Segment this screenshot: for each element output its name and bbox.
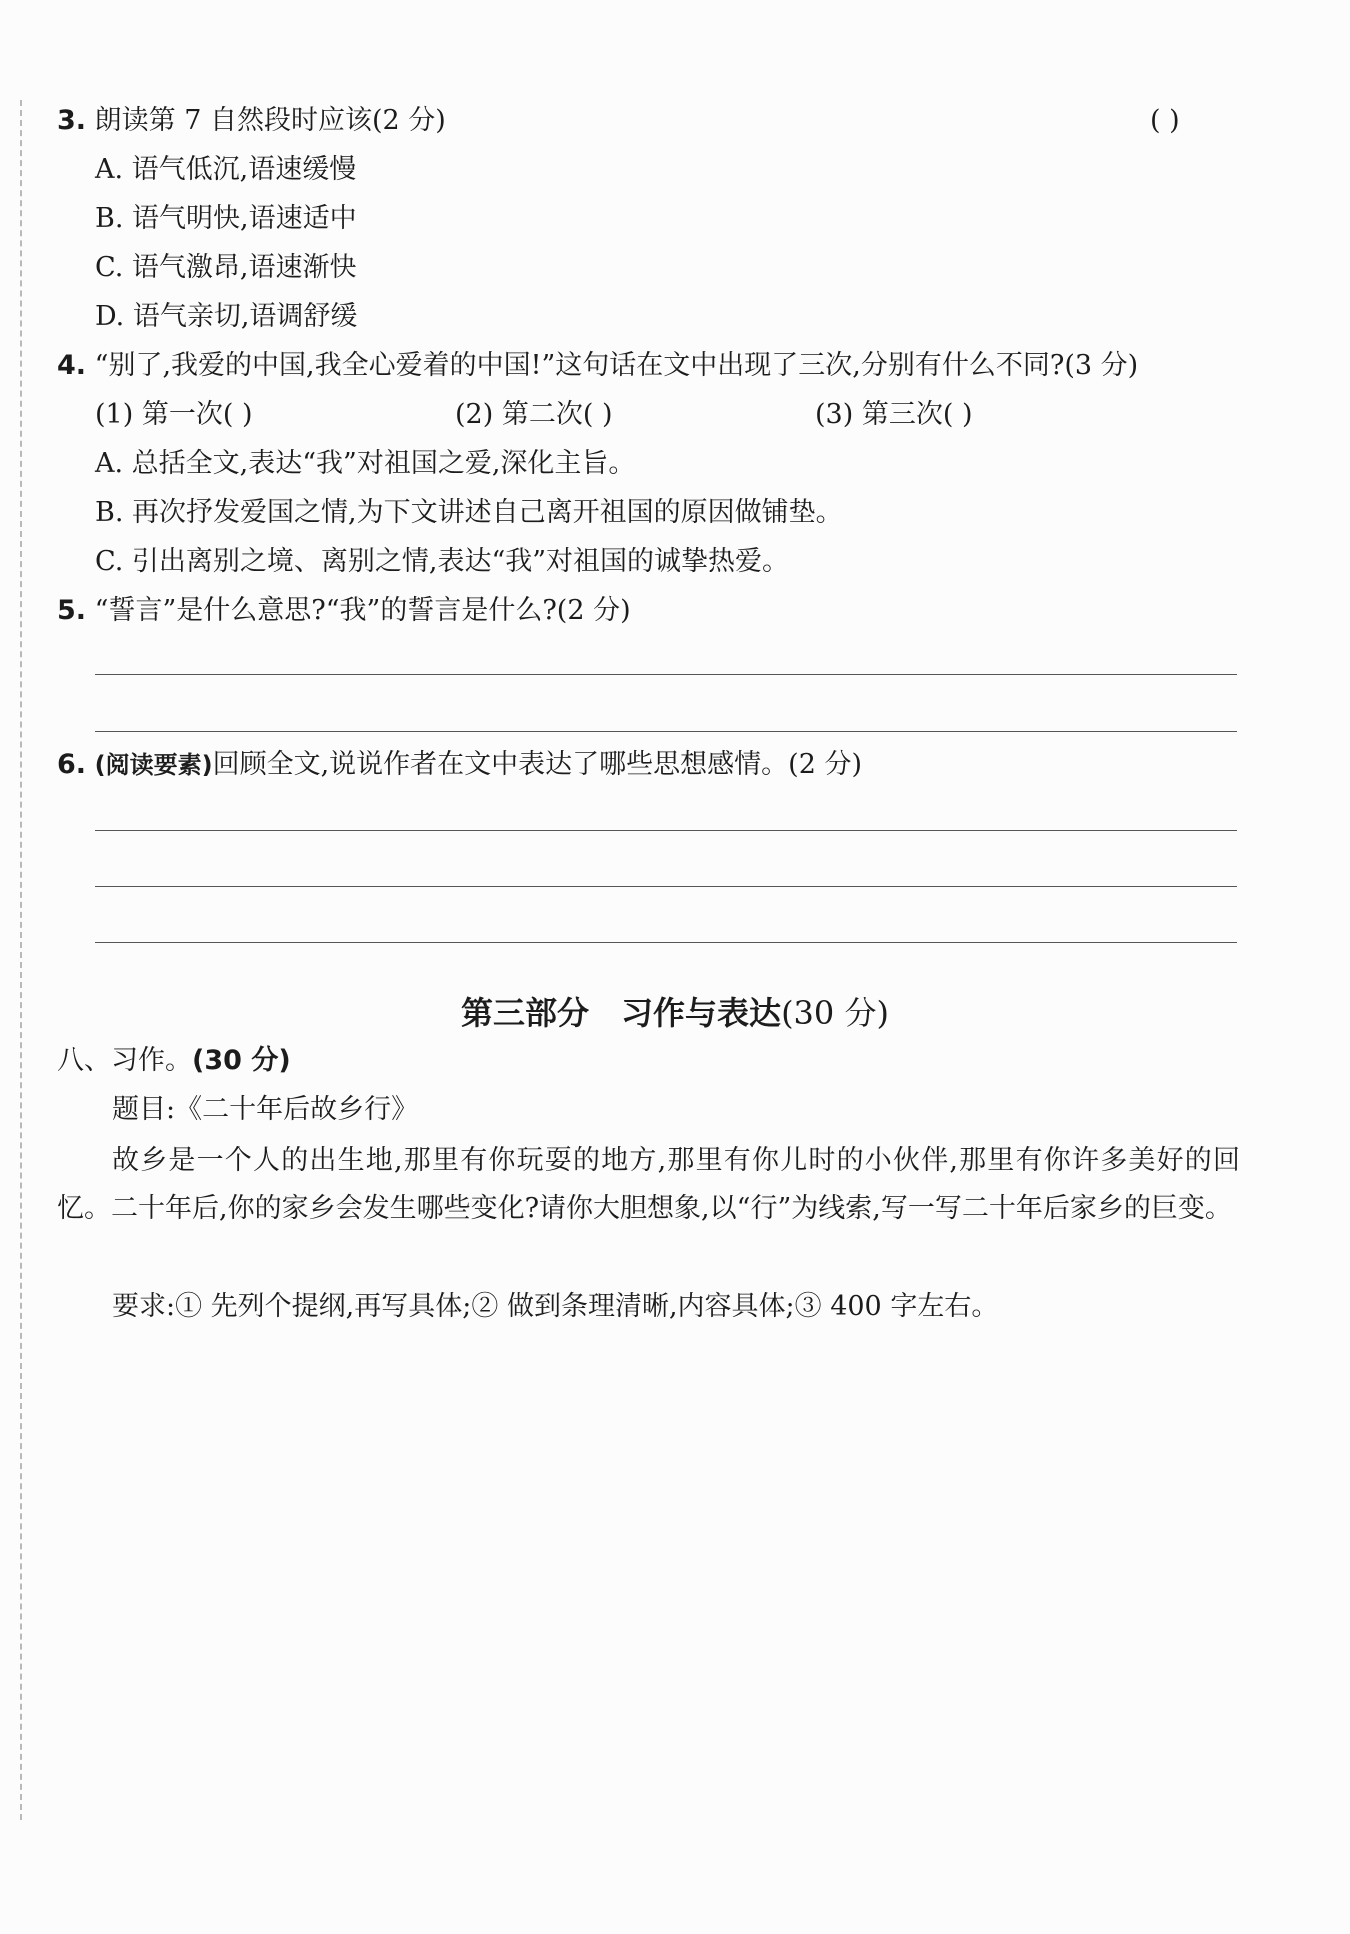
blank-first[interactable]: (1) 第一次( ) xyxy=(95,399,253,430)
section-title xyxy=(0,993,1350,1033)
answer-line[interactable] xyxy=(95,830,1237,831)
question-5 xyxy=(57,594,631,628)
option-a: A. 语气低沉,语速缓慢 xyxy=(95,154,357,185)
section-title-text: 第三部分 习作与表达 xyxy=(461,994,782,1032)
answer-line[interactable] xyxy=(95,886,1237,887)
option-c: C. 引出离别之境、离别之情,表达“我”对祖国的诚挚热爱。 xyxy=(95,546,790,577)
reading-element-tag: (阅读要素) xyxy=(94,751,213,779)
question-text: 回顾全文,说说作者在文中表达了哪些思想感情。(2 分) xyxy=(212,749,862,780)
composition-requirements: 要求:① 先列个提纲,再写具体;② 做到条理清晰,内容具体;③ 400 字左右。 xyxy=(112,1291,999,1322)
composition-heading-text: 八、习作。 xyxy=(57,1045,192,1076)
composition-points: (30 分) xyxy=(192,1045,291,1076)
question-text: 朗读第 7 自然段时应该(2 分) xyxy=(94,105,446,136)
blank-second[interactable]: (2) 第二次( ) xyxy=(455,399,613,430)
question-3 xyxy=(57,104,446,138)
question-4 xyxy=(57,349,1138,383)
question-number: 3. xyxy=(57,105,87,136)
option-c: C. 语气激昂,语速渐快 xyxy=(95,252,357,283)
answer-line[interactable] xyxy=(95,942,1237,943)
answer-line[interactable] xyxy=(95,731,1237,732)
question-text: “别了,我爱的中国,我全心爱着的中国!”这句话在文中出现了三次,分别有什么不同?(3 分) xyxy=(94,350,1139,381)
option-a: A. 总括全文,表达“我”对祖国之爱,深化主旨。 xyxy=(95,448,636,479)
option-d: D. 语气亲切,语调舒缓 xyxy=(95,301,358,332)
answer-paren[interactable]: ( ) xyxy=(1150,105,1180,136)
question-number: 6. xyxy=(57,749,87,780)
question-number: 4. xyxy=(57,350,87,381)
composition-heading xyxy=(57,1044,291,1078)
answer-line[interactable] xyxy=(95,674,1237,675)
composition-topic: 题目:《二十年后故乡行》 xyxy=(112,1094,419,1125)
section-points: (30 分) xyxy=(781,994,889,1032)
question-text: “誓言”是什么意思?“我”的誓言是什么?(2 分) xyxy=(94,595,631,626)
blank-third[interactable]: (3) 第三次( ) xyxy=(815,399,973,430)
option-b: B. 再次抒发爱国之情,为下文讲述自己离开祖国的原因做铺垫。 xyxy=(95,497,843,528)
option-b: B. 语气明快,语速适中 xyxy=(95,203,357,234)
question-number: 5. xyxy=(57,595,87,626)
composition-prompt: 故乡是一个人的出生地,那里有你玩耍的地方,那里有你儿时的小伙伴,那里有你许多美好的回忆。二十年后,你的家乡会发生哪些变化?请你大胆想象,以“行”为线索,写一写二十年后家乡的巨变。 xyxy=(57,1145,1240,1224)
question-6 xyxy=(57,748,862,782)
